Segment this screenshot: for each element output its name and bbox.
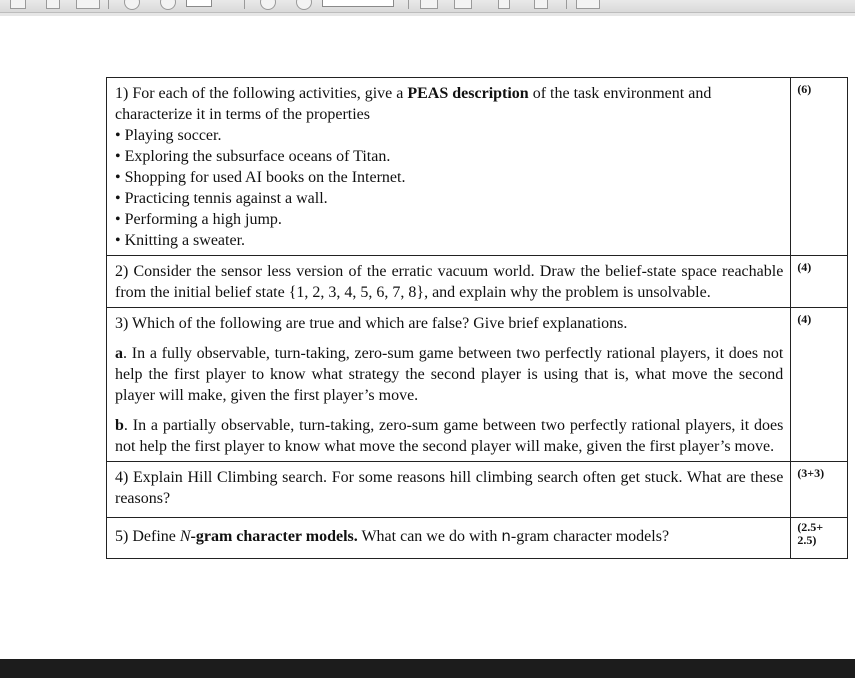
toolbar-button[interactable] [46,0,60,9]
list-item: • Exploring the subsurface oceans of Titan. [115,148,391,165]
question-row-5 [107,518,848,559]
toolbar-separator [408,0,409,9]
question-4-text [107,462,791,518]
toolbar-button[interactable] [76,0,100,9]
next-page-icon[interactable] [160,0,176,10]
list-item: • Playing soccer. [115,127,222,144]
question-row-3 [107,308,848,462]
question-5-marks: (2.5+ 2.5) [791,518,848,559]
page-number-input[interactable] [186,0,212,7]
question-number: 1) [115,85,129,102]
toolbar-button[interactable] [454,0,472,9]
question-number: 5) [115,528,129,545]
question-3-marks: (4) [791,308,848,462]
question-1-post: of the task environment and characterize it in terms of the properties [115,85,712,123]
toolbar-button[interactable] [534,0,548,9]
zoom-level-input[interactable] [322,0,394,7]
toolbar-button[interactable] [498,0,510,9]
question-3-part-b: b. In a partially observable, turn-taking, zero-sum game between two perfectly rational players, it does not help the first player to know what move the second player will make, given the first player’s move. [115,417,784,455]
toolbar-separator [566,0,567,9]
list-item: • Shopping for used AI books on the Internet. [115,169,406,186]
question-row-1 [107,78,848,256]
toolbar-button[interactable] [420,0,438,9]
question-3-text [107,308,791,462]
question-2-text [107,256,791,308]
toolbar-separator [108,0,109,9]
question-5-italic-n: N [179,528,191,545]
viewer-toolbar [0,0,855,13]
question-1-pre: For each of the following activities, give a [132,85,408,102]
question-1-text [107,78,791,256]
toolbar-button[interactable] [10,0,26,9]
taskbar [0,659,855,678]
exam-questions-table [106,77,848,559]
question-row-2 [107,256,848,308]
question-4-marks: (3+3) [791,462,848,518]
question-3-intro: 3) Which of the following are true and which are false? Give brief explanations. [115,315,628,332]
question-2-marks: (4) [791,256,848,308]
previous-page-icon[interactable] [124,0,140,10]
zoom-in-icon[interactable] [296,0,312,10]
question-row-4 [107,462,848,518]
question-4-body: Explain Hill Climbing search. For some reasons hill climbing search often get stuck. What are these reasons? [115,469,784,507]
question-1-bold: PEAS description [407,85,529,102]
list-item: • Knitting a sweater. [115,232,246,249]
question-1-marks: (6) [791,78,848,256]
question-5-text: 5) Define N-gram character models. What can we do with n-gram character models? [107,518,791,559]
question-number: 3) [115,315,129,332]
list-item: • Practicing tennis against a wall. [115,190,328,207]
toolbar-separator [244,0,245,9]
zoom-out-icon[interactable] [260,0,276,10]
toolbar-shadow [0,13,855,16]
toolbar-button[interactable] [576,0,600,9]
question-number: 2) [115,263,129,280]
question-3-part-a: a. In a fully observable, turn-taking, zero-sum game between two perfectly rational players, it does not help the first player to know what strategy the second player is using that is, what move the second player will make, given the first player’s move. [115,345,784,404]
list-item: • Performing a high jump. [115,211,282,228]
question-2-body: Consider the sensor less version of the erratic vacuum world. Draw the belief-state space reachable from the initial belief state {1, 2, 3, 4, 5, 6, 7, 8}, and explain why the problem is unsolvable. [115,263,784,301]
question-number: 4) [115,469,129,486]
